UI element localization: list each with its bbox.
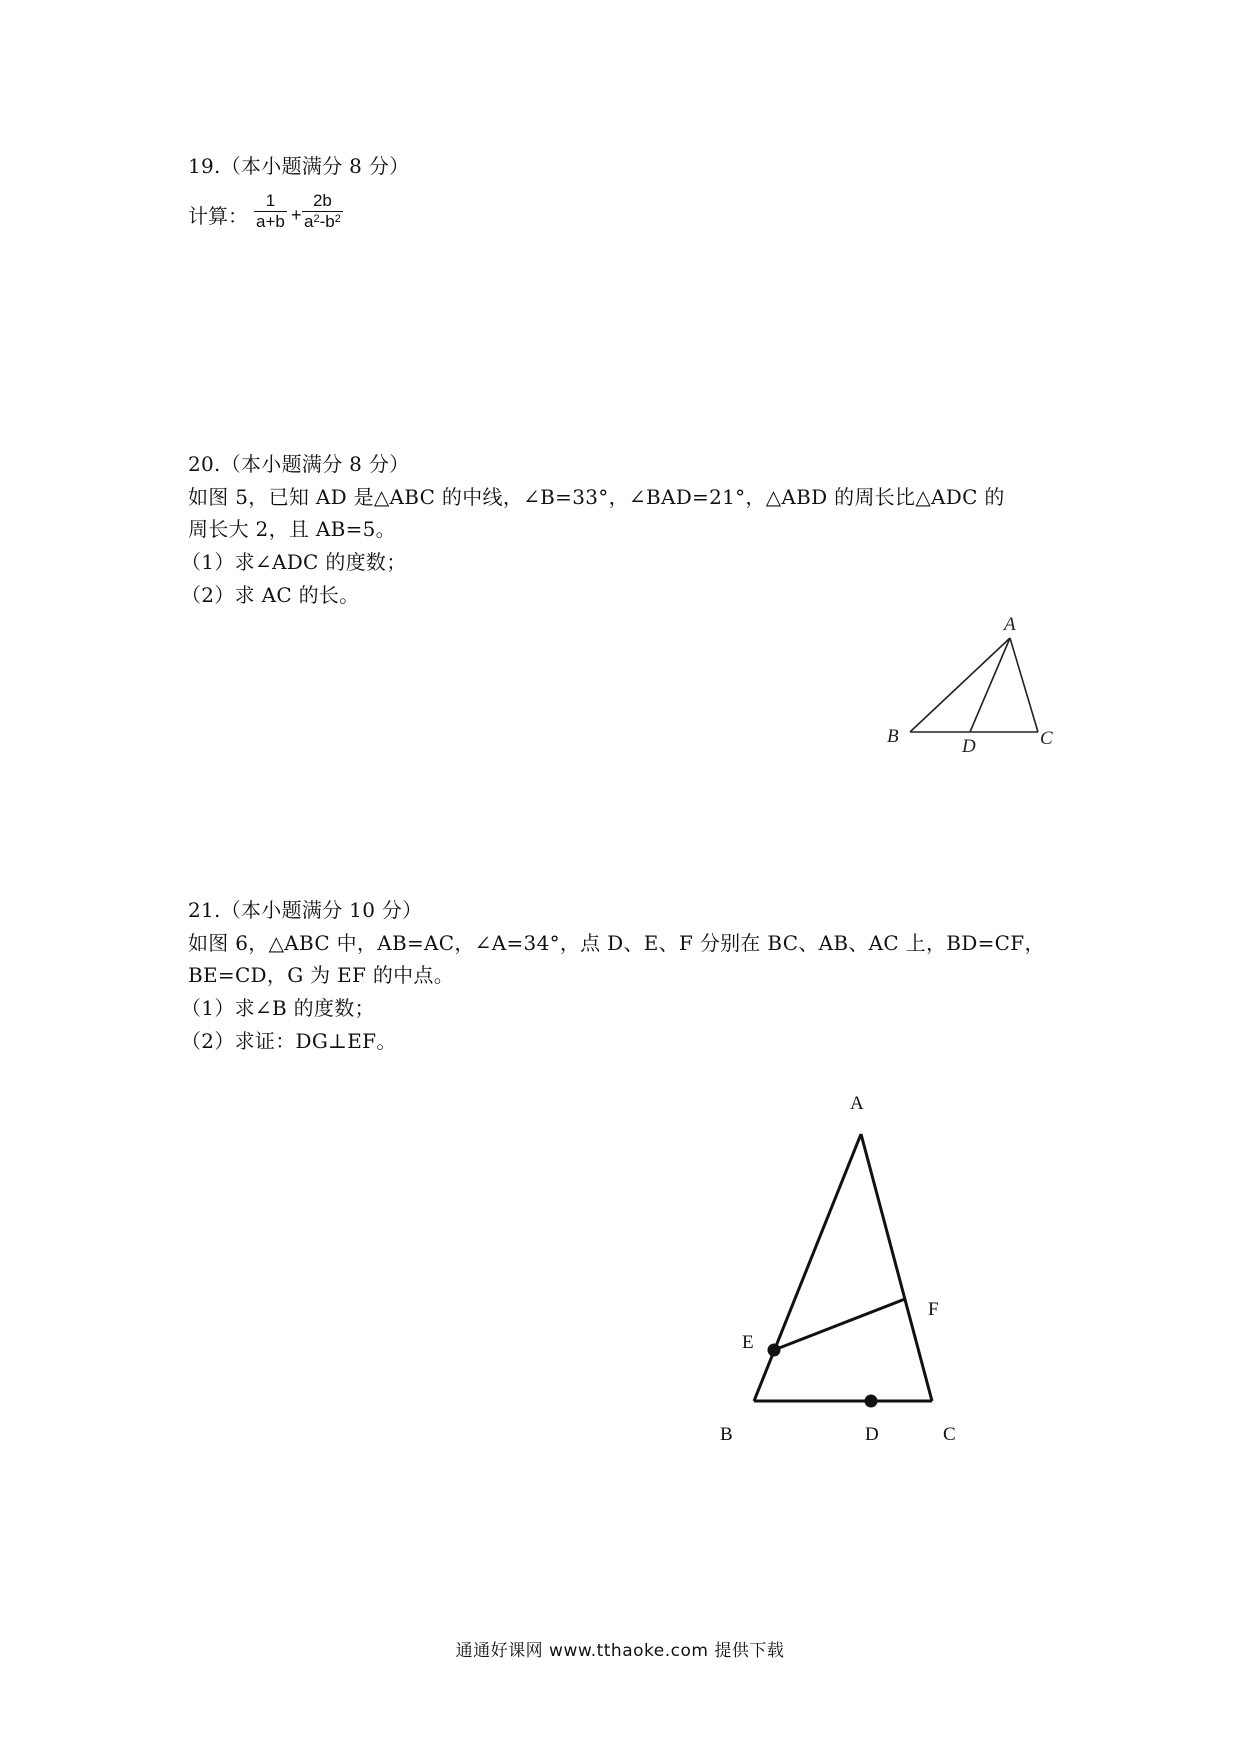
q21-part-2: （2）求证：DG⊥EF。 xyxy=(181,1029,397,1053)
fig6-label-d: D xyxy=(865,1424,879,1445)
q19-den-exp2: 2 xyxy=(334,213,341,225)
q19-fraction-2-numerator: 2b xyxy=(302,191,343,212)
fig6-point-d xyxy=(865,1395,878,1408)
q20-heading: 20.（本小题满分 8 分） xyxy=(188,452,410,476)
fig5-side-ab xyxy=(910,638,1010,732)
q19-fraction-1-denominator: a+b xyxy=(256,212,285,231)
q19-heading: 19.（本小题满分 8 分） xyxy=(188,154,410,178)
fig5-label-b: B xyxy=(887,726,899,747)
fig5-label-d: D xyxy=(962,736,976,757)
fig6-segment-ef xyxy=(774,1299,905,1350)
figure-5-triangle xyxy=(880,610,1080,760)
q20-part-1: （1）求∠ADC 的度数； xyxy=(181,550,407,574)
q20-text-line-1: 如图 5，已知 AD 是△ABC 的中线，∠B=33°，∠BAD=21°，△ABD 的周长比△ADC 的 xyxy=(188,485,1005,509)
q19-calc-label: 计算： xyxy=(188,204,248,228)
fig6-label-e: E xyxy=(742,1332,754,1353)
q19-fraction-1-numerator: 1 xyxy=(254,191,287,212)
q19-fraction-2 xyxy=(302,191,343,232)
q21-part-1: （1）求∠B 的度数； xyxy=(181,996,375,1020)
fig6-side-ac xyxy=(861,1134,932,1401)
fig5-median-ad xyxy=(970,638,1010,732)
fig6-point-e xyxy=(768,1344,781,1357)
q19-fraction-2-denominator xyxy=(302,212,343,232)
q19-plus-sign: + xyxy=(291,205,302,225)
fig6-label-c: C xyxy=(943,1424,956,1445)
q21-text-line-1: 如图 6，△ABC 中，AB=AC，∠A=34°，点 D、E、F 分别在 BC、AB、AC 上，BD=CF， xyxy=(188,931,1045,955)
q19-den-minus-b: -b xyxy=(319,212,335,231)
fig6-side-ab xyxy=(754,1134,861,1401)
q19-den-a: a xyxy=(304,212,314,231)
figure-6-triangle xyxy=(700,1080,980,1450)
q21-text-line-2: BE=CD，G 为 EF 的中点。 xyxy=(188,963,455,987)
fig6-label-a: A xyxy=(850,1093,864,1114)
q20-text-line-2: 周长大 2，且 AB=5。 xyxy=(188,517,396,541)
footer-source-text: 通通好课网 www.tthaoke.com 提供下载 xyxy=(455,1641,785,1661)
q20-part-2: （2）求 AC 的长。 xyxy=(181,583,360,607)
fig5-side-ac xyxy=(1010,638,1038,732)
fig6-label-f: F xyxy=(928,1299,939,1320)
fig6-label-b: B xyxy=(720,1424,733,1445)
q21-heading: 21.（本小题满分 10 分） xyxy=(188,898,423,922)
fig5-label-c: C xyxy=(1040,728,1053,749)
fig5-label-a: A xyxy=(1004,614,1016,635)
q19-den-exp1: 2 xyxy=(313,213,320,225)
q19-fraction-1 xyxy=(254,191,287,232)
